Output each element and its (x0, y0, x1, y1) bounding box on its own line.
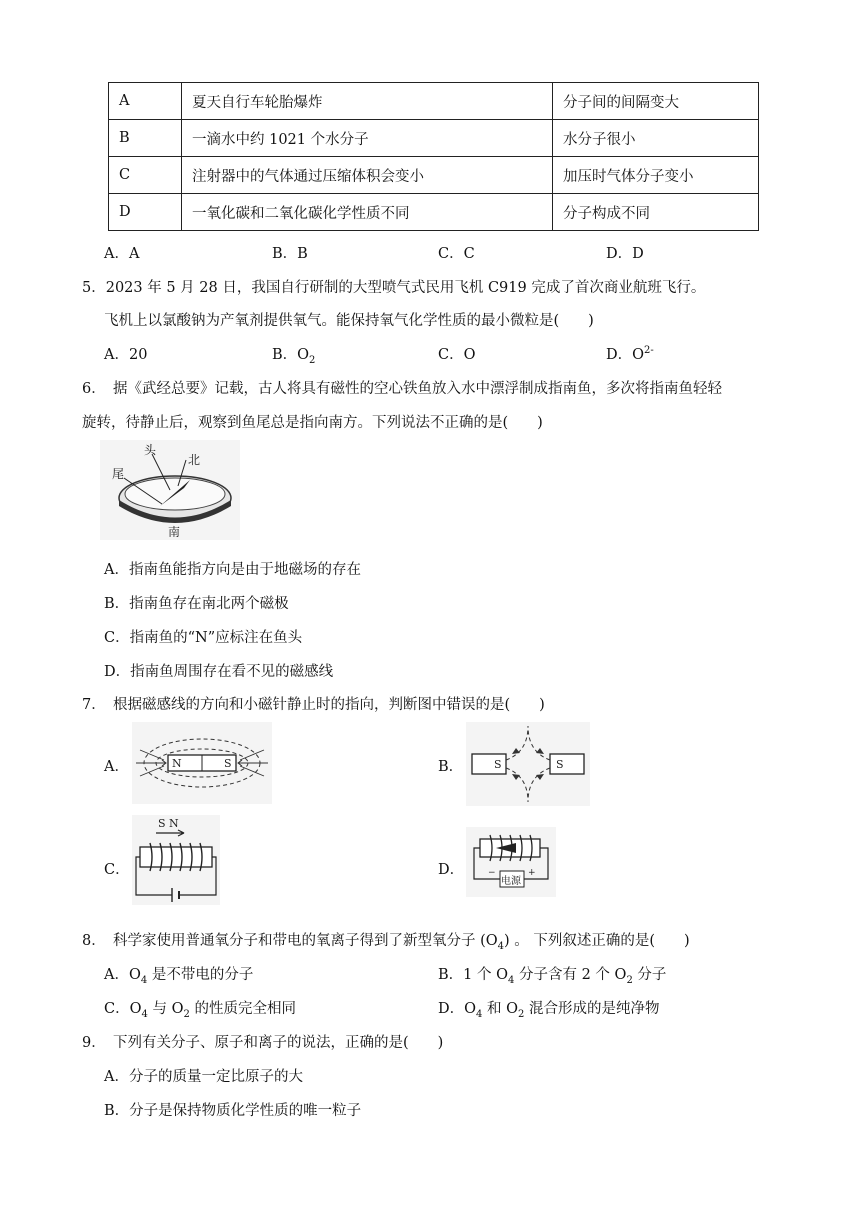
table-cell: 水分子很小 (553, 120, 759, 157)
opt-text: 分子 (632, 967, 667, 983)
q5-stem-line1: 5．2023 年 5 月 28 日，我国自行研制的大型喷气式民用飞机 C919 完成了首次商业航班飞行。 (82, 280, 706, 296)
left-pole-label: S (494, 758, 502, 771)
needle-label: S N (158, 817, 179, 830)
opt-text: 与 O (147, 1001, 184, 1017)
table-cell: 分子间的间隔变大 (553, 83, 759, 120)
q9-option-b[interactable]: B．分子是保持物质化学性质的唯一粒子 (104, 1103, 362, 1119)
q7-stem: 7． 根据磁感线的方向和小磁针静止时的指向，判断图中错误的是( ) (82, 697, 545, 713)
label-north: 北 (188, 453, 201, 467)
q5-option-c[interactable]: C．O (438, 347, 476, 363)
power-label: 电源 (501, 876, 521, 887)
table-cell: C (109, 157, 182, 194)
plus-label: + (528, 868, 536, 878)
opt-text: C．O (104, 1001, 142, 1017)
q7-option-d-label[interactable]: D． (438, 862, 465, 878)
q5-stem-line2: 飞机上以氯酸钠为产氧剂提供氧气。能保持氧气化学性质的最小微粒是( ) (104, 313, 594, 329)
opt-text: B．1 个 O (438, 967, 508, 983)
opt-text: 混合形成的是纯净物 (524, 1001, 660, 1017)
q6-option-a[interactable]: A．指南鱼能指方向是由于地磁场的存在 (104, 562, 361, 578)
q9-stem: 9． 下列有关分子、原子和离子的说法，正确的是( ) (82, 1035, 444, 1051)
q5-option-b[interactable] (272, 343, 315, 366)
table-cell: B (109, 120, 182, 157)
q6-option-c[interactable]: C．指南鱼的“N”应标注在鱼头 (104, 630, 303, 646)
q4-option-d[interactable]: D．D (606, 246, 644, 262)
q5-option-b-text: B．O (272, 347, 310, 363)
q8-stem-post: ) 。 下列叙述正确的是( ) (504, 933, 690, 949)
subscript: 4 (141, 1008, 148, 1020)
q4-option-b[interactable]: B．B (272, 246, 308, 262)
q8-option-a[interactable] (104, 963, 253, 986)
q6-option-d[interactable]: D．指南鱼周围存在看不见的磁感线 (104, 664, 334, 680)
subscript: 4 (140, 974, 148, 986)
opt-text: 是不带电的分子 (147, 967, 254, 983)
opt-text: D．O (438, 1001, 477, 1017)
table-row (109, 157, 759, 194)
q7-option-c-label[interactable]: C． (104, 862, 130, 878)
table-cell: 加压时气体分子变小 (553, 157, 759, 194)
q6-stem-line2: 旋转，待静止后，观察到鱼尾总是指向南方。下列说法不正确的是( ) (82, 415, 543, 431)
solenoid-d-figure (466, 827, 556, 897)
q8-option-c[interactable] (104, 997, 296, 1020)
q8-stem-pre: 8． 科学家使用普通氧分子和带电的氧离子得到了新型氧分子 (O (82, 933, 498, 949)
q4-table (108, 82, 759, 231)
q8-stem (82, 929, 690, 952)
q4-option-a[interactable]: A．A (104, 246, 140, 262)
table-row (109, 120, 759, 157)
table-cell: 分子构成不同 (553, 194, 759, 231)
q7-option-b-label[interactable]: B． (438, 759, 464, 775)
table-cell: 一滴水中约 1021 个水分子 (182, 120, 553, 157)
q7-option-a-label[interactable]: A． (104, 759, 129, 775)
q6-option-b[interactable]: B．指南鱼存在南北两个磁极 (104, 596, 289, 612)
solenoid-c-figure (132, 815, 220, 905)
minus-label: − (488, 868, 496, 878)
superscript: 2- (644, 345, 654, 357)
q5-option-a[interactable]: A．20 (104, 347, 148, 363)
opt-text: 和 O (482, 1001, 518, 1017)
right-pole-label: S (556, 758, 564, 771)
label-south: 南 (168, 525, 181, 539)
q5-option-d[interactable] (606, 343, 654, 364)
subscript: 2 (518, 1008, 525, 1020)
two-south-poles-figure (466, 722, 590, 806)
opt-text: A．O (104, 967, 141, 983)
label-head: 头 (144, 443, 157, 457)
subscript: 4 (476, 1008, 483, 1020)
table-cell: 夏天自行车轮胎爆炸 (182, 83, 553, 120)
q6-stem-line1: 6． 据《武经总要》记载，古人将具有磁性的空心铁鱼放入水中漂浮制成指南鱼，多次将指南鱼轻轻 (82, 381, 722, 397)
table-cell: D (109, 194, 182, 231)
magnet-n-label: N (172, 757, 182, 770)
subscript: 2 (309, 354, 316, 366)
subscript: 4 (508, 974, 515, 986)
q9-option-a[interactable]: A．分子的质量一定比原子的大 (104, 1069, 303, 1085)
q4-option-c[interactable]: C．C (438, 246, 475, 262)
magnet-s-label: S (224, 757, 232, 770)
label-tail: 尾 (112, 467, 125, 481)
opt-text: 分子含有 2 个 O (514, 967, 627, 983)
subscript: 2 (626, 974, 633, 986)
q8-option-d[interactable] (438, 997, 659, 1020)
table-row (109, 194, 759, 231)
table-cell: 一氧化碳和二氧化碳化学性质不同 (182, 194, 553, 231)
table-row (109, 83, 759, 120)
table-cell: 注射器中的气体通过压缩体积会变小 (182, 157, 553, 194)
subscript: 2 (183, 1008, 190, 1020)
bar-magnet-figure (132, 722, 272, 804)
q8-option-b[interactable] (438, 963, 666, 986)
q5-option-d-text: D．O (606, 347, 645, 363)
opt-text: 的性质完全相同 (189, 1001, 296, 1017)
subscript: 4 (497, 940, 505, 952)
compass-fish-figure (100, 440, 240, 540)
table-cell: A (109, 83, 182, 120)
